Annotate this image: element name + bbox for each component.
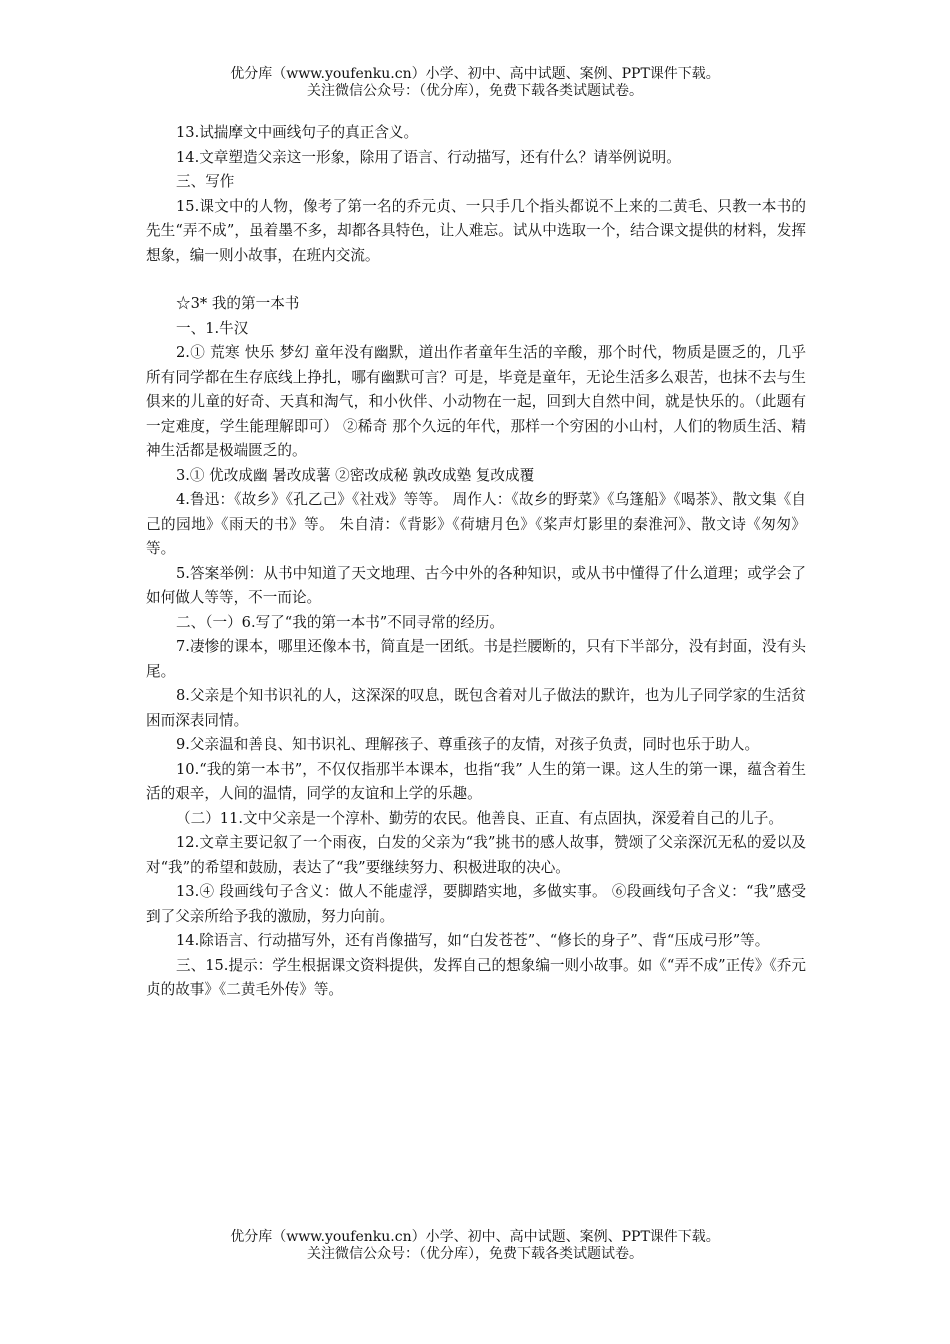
answer-8: 8.父亲是个知书识礼的人，这深深的叹息，既包含着对儿子做法的默许，也为儿子同学家的生活贫困而深表同情。 bbox=[146, 687, 806, 729]
question-15: 15.课文中的人物，像考了第一名的乔元贞、一只手几个指头都说不上来的二黄毛、只教一本书的先生“弄不成”，虽着墨不多，却都各具特色，让人难忘。试从中选取一个，结合课文提供的材料，发挥想象，编一则小故事，在班内交流。 bbox=[146, 197, 806, 264]
page-footer bbox=[0, 1229, 950, 1263]
question-13: 13.试揣摩文中画线句子的真正含义。 bbox=[176, 124, 419, 141]
answer-11: （二）11.文中父亲是一个淳朴、勤劳的农民。他善良、正直、有点固执，深爱着自己的儿子。 bbox=[176, 809, 783, 827]
answer-3: 3.① 优改成幽 暑改成薯 ②密改成秘 孰改成塾 复改成覆 bbox=[176, 466, 535, 484]
header-line-2: 关注微信公众号：（优分库），免费下载各类试题试卷。 bbox=[307, 83, 643, 99]
answer-2: 2.① 荒寒 快乐 梦幻 童年没有幽默，道出作者童年生活的辛酸，那个时代，物质是匮乏的，几乎所有同学都在生存底线上挣扎，哪有幽默可言？可是，毕竟是童年，无论生活多么艰苦，也抹不去与生俱来的儿童的好奇、天真和淘气，和小伙伴、小动物在一起，回到大自然中间，就是快乐的。（此题有一定难度，学生能理解即可） ②稀奇 那个久远的年代，那样一个穷困的小山村，人们的物质生活、精神生活都是极端匮乏的。 bbox=[146, 344, 806, 459]
answer-9: 9.父亲温和善良、知书识礼、理解孩子、尊重孩子的友情，对孩子负责，同时也乐于助人。 bbox=[176, 736, 760, 753]
page-header bbox=[0, 66, 950, 100]
answer-6: 二、（一）6.写了“我的第一本书”不同寻常的经历。 bbox=[176, 613, 505, 631]
answer-13: 13.④ 段画线句子含义：做人不能虚浮，要脚踏实地，多做实事。 ⑥段画线句子含义：“我”感受到了父亲所给予我的激励，努力向前。 bbox=[146, 883, 806, 925]
answer-5: 5.答案举例：从书中知道了天文地理、古今中外的各种知识，或从书中懂得了什么道理；或学会了如何做人等等，不一而论。 bbox=[146, 564, 806, 606]
document-body bbox=[146, 121, 806, 1003]
section-writing-heading: 三、写作 bbox=[176, 173, 235, 190]
answer-14: 14.除语言、行动描写外，还有肖像描写，如“白发苍苍”、“修长的身子”、背“压成弓形”等。 bbox=[176, 932, 770, 949]
answer-15: 三、15.提示：学生根据课文资料提供，发挥自己的想象编一则小故事。如《“弄不成”正传》《乔元贞的故事》《二黄毛外传》等。 bbox=[146, 956, 806, 998]
answer-1: 一、1.牛汉 bbox=[176, 319, 249, 337]
answer-12: 12.文章主要记叙了一个雨夜，白发的父亲为“我”挑书的感人故事，赞颂了父亲深沉无私的爱以及对“我”的希望和鼓励，表达了“我”要继续努力、积极进取的决心。 bbox=[146, 834, 806, 876]
header-line-1: 优分库（www.youfenku.cn）小学、初中、高中试题、案例、PPT课件下载。 bbox=[230, 66, 720, 82]
answer-key-title: ☆3* 我的第一本书 bbox=[176, 295, 300, 312]
question-14: 14.文章塑造父亲这一形象，除用了语言、行动描写，还有什么？请举例说明。 bbox=[176, 148, 681, 166]
footer-line-1: 优分库（www.youfenku.cn）小学、初中、高中试题、案例、PPT课件下载。 bbox=[230, 1229, 720, 1245]
answer-10: 10.“我的第一本书”，不仅仅指那半本课本，也指“我” 人生的第一课。这人生的第一课，蕴含着生活的艰辛，人间的温情，同学的友谊和上学的乐趣。 bbox=[146, 760, 806, 802]
answer-4: 4.鲁迅：《故乡》《孔乙己》《社戏》等等。 周作人：《故乡的野菜》《乌篷船》《喝茶》、散文集《自己的园地》《雨天的书》等。 朱自清：《背影》《荷塘月色》《桨声灯影里的秦淮河》、散文诗《匆匆》等。 bbox=[146, 491, 806, 557]
footer-line-2: 关注微信公众号：（优分库），免费下载各类试题试卷。 bbox=[307, 1246, 643, 1262]
answer-7: 7.凄惨的课本，哪里还像本书，简直是一团纸。书是拦腰断的，只有下半部分，没有封面，没有头尾。 bbox=[146, 638, 806, 680]
